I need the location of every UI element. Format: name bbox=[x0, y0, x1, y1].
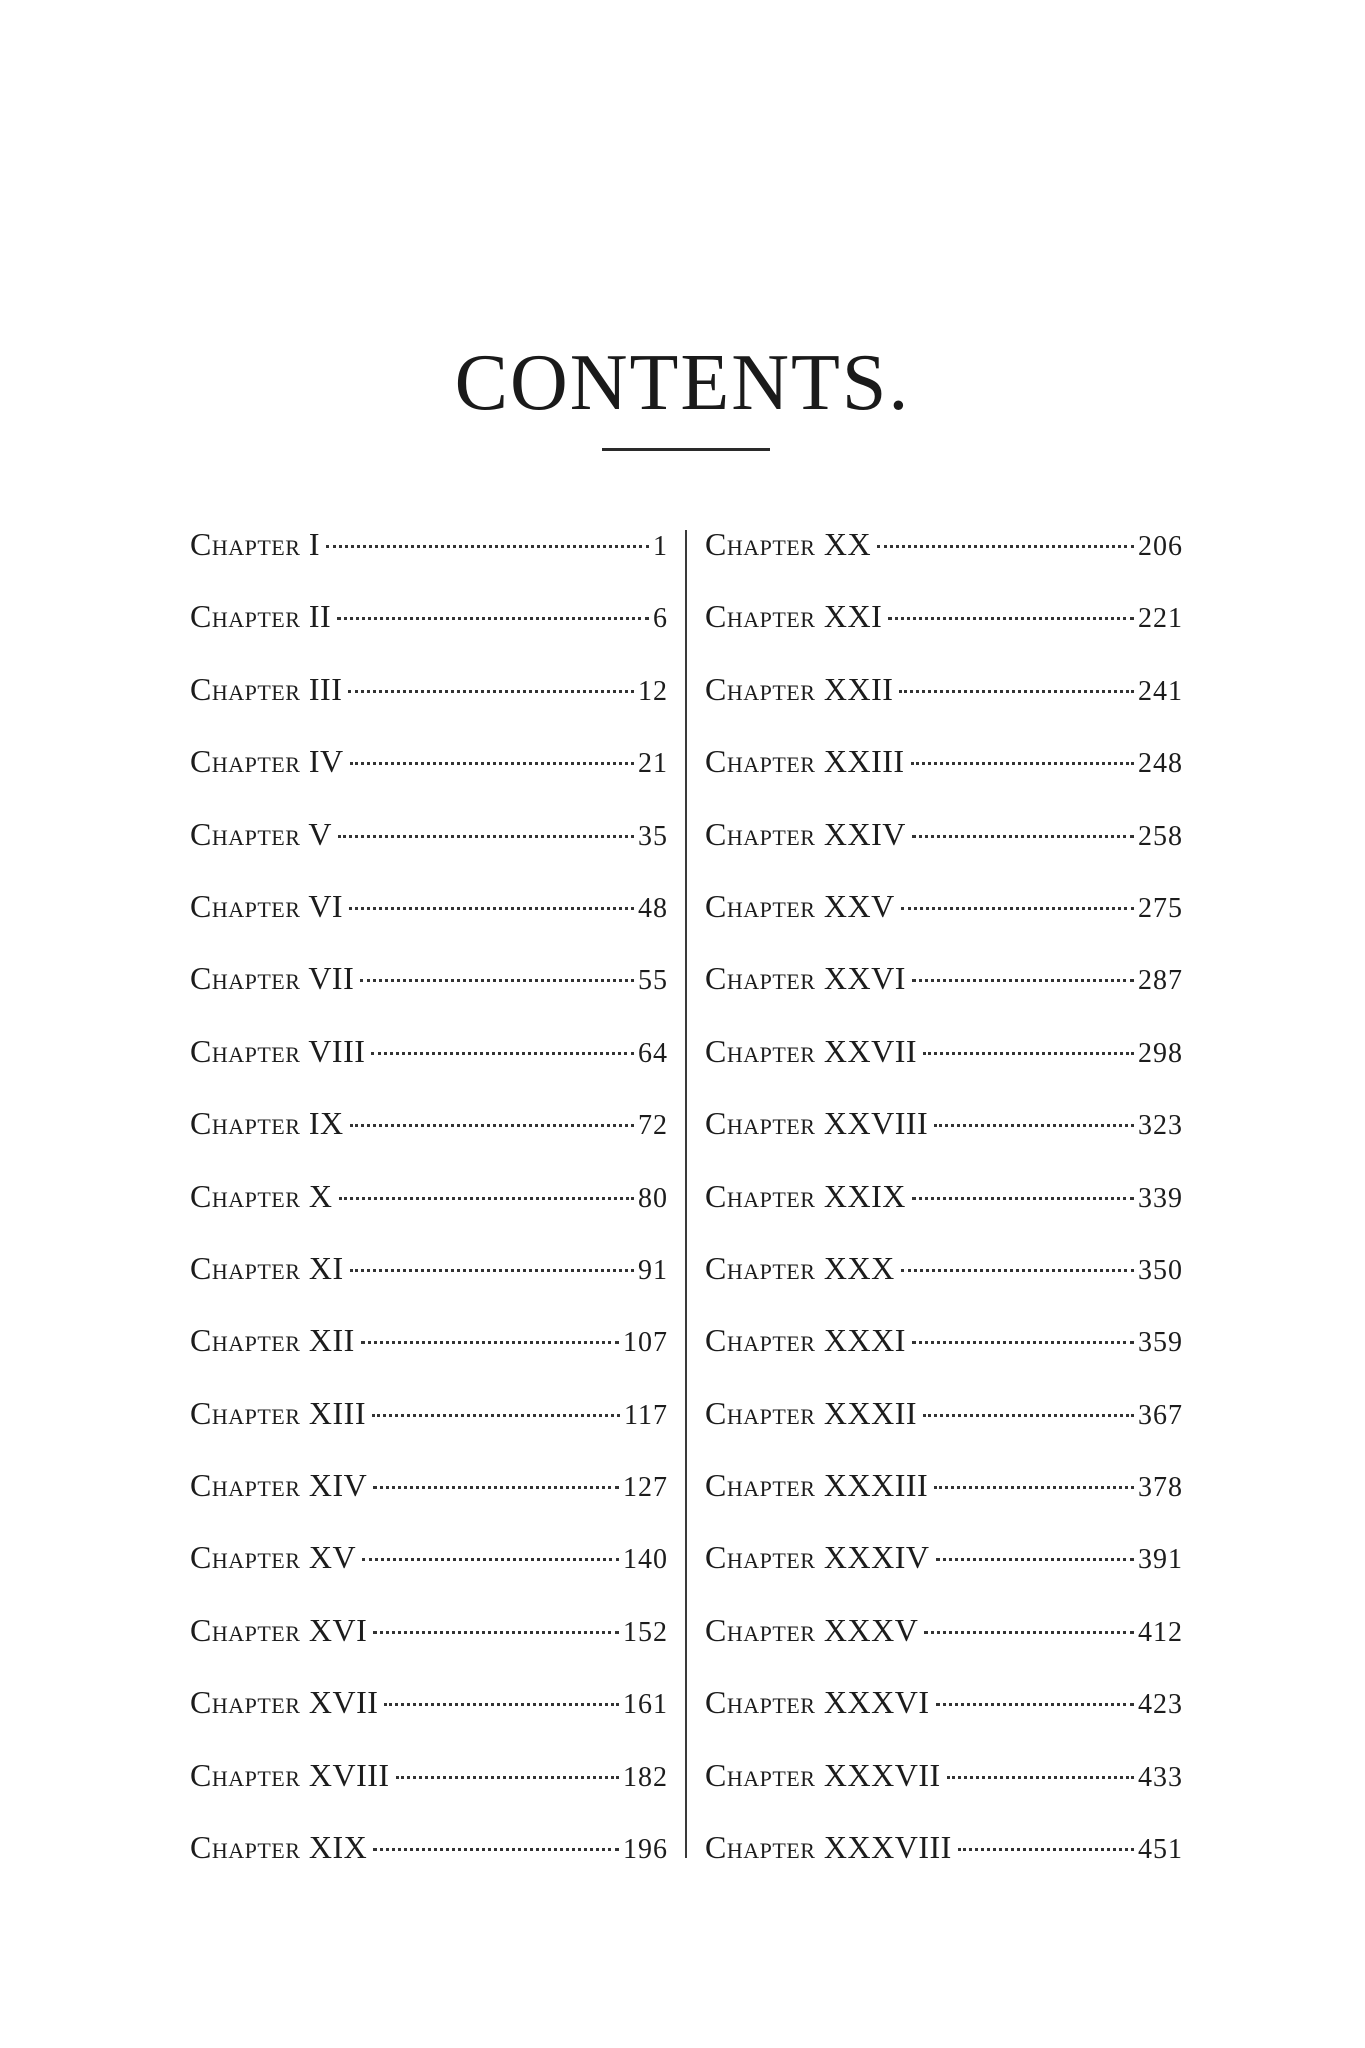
dot-leader bbox=[372, 1414, 620, 1417]
dot-leader bbox=[936, 1703, 1135, 1706]
dot-leader bbox=[888, 617, 1134, 620]
chapter-label: Chapter XXXII bbox=[705, 1394, 918, 1431]
page-number: 378 bbox=[1138, 1472, 1183, 1504]
toc-entry[interactable] bbox=[705, 590, 1183, 662]
page-number: 196 bbox=[623, 1834, 668, 1866]
page-number: 339 bbox=[1138, 1182, 1183, 1214]
chapter-label: Chapter XIX bbox=[190, 1829, 368, 1866]
dot-leader bbox=[373, 1631, 619, 1634]
dot-leader bbox=[362, 1558, 619, 1561]
chapter-label: Chapter XVI bbox=[190, 1611, 368, 1648]
chapter-label: Chapter III bbox=[190, 670, 343, 707]
chapter-label: Chapter XXIII bbox=[705, 743, 905, 780]
page-number: 451 bbox=[1138, 1834, 1183, 1866]
toc-entry[interactable] bbox=[190, 1025, 668, 1097]
dot-leader bbox=[924, 1631, 1134, 1634]
page-number: 433 bbox=[1138, 1761, 1183, 1793]
page-number: 248 bbox=[1138, 748, 1183, 780]
page-number: 127 bbox=[623, 1472, 668, 1504]
toc-entry[interactable] bbox=[705, 1459, 1183, 1531]
dot-leader bbox=[912, 1197, 1134, 1200]
chapter-label: Chapter XXXVIII bbox=[705, 1829, 952, 1866]
page-number: 275 bbox=[1138, 892, 1183, 924]
toc-entry[interactable] bbox=[705, 1170, 1183, 1242]
chapter-label: Chapter IV bbox=[190, 743, 344, 780]
dot-leader bbox=[912, 1341, 1134, 1344]
toc-entry[interactable] bbox=[190, 1531, 668, 1603]
chapter-label: Chapter XXI bbox=[705, 598, 883, 635]
dot-leader bbox=[373, 1486, 619, 1489]
dot-leader bbox=[912, 835, 1134, 838]
dot-leader bbox=[877, 545, 1134, 548]
dot-leader bbox=[338, 835, 634, 838]
dot-leader bbox=[371, 1052, 634, 1055]
page-number: 221 bbox=[1138, 603, 1183, 635]
toc-entry[interactable] bbox=[190, 518, 668, 590]
chapter-label: Chapter XI bbox=[190, 1249, 344, 1286]
page-number: 117 bbox=[624, 1399, 668, 1431]
page-number: 241 bbox=[1138, 675, 1183, 707]
dot-leader bbox=[934, 1124, 1134, 1127]
toc-entry[interactable] bbox=[705, 1821, 1183, 1893]
title-rule bbox=[602, 448, 770, 451]
chapter-label: Chapter XXVI bbox=[705, 960, 906, 997]
chapter-label: Chapter XXII bbox=[705, 670, 894, 707]
page-number: 350 bbox=[1138, 1254, 1183, 1286]
dot-leader bbox=[326, 545, 649, 548]
page-number: 80 bbox=[638, 1182, 668, 1214]
page-number: 72 bbox=[638, 1110, 668, 1142]
chapter-label: Chapter IX bbox=[190, 1105, 344, 1142]
chapter-label: Chapter II bbox=[190, 598, 332, 635]
dot-leader bbox=[936, 1558, 1135, 1561]
dot-leader bbox=[934, 1486, 1134, 1489]
page-number: 91 bbox=[638, 1254, 668, 1286]
toc-entry[interactable] bbox=[705, 663, 1183, 735]
toc-entry[interactable] bbox=[190, 1097, 668, 1169]
toc-entry[interactable] bbox=[705, 1025, 1183, 1097]
page-number: 21 bbox=[638, 748, 668, 780]
toc-entry[interactable] bbox=[705, 880, 1183, 952]
toc-entry[interactable] bbox=[190, 1821, 668, 1893]
chapter-label: Chapter XXV bbox=[705, 887, 895, 924]
page-number: 64 bbox=[638, 1037, 668, 1069]
dot-leader bbox=[384, 1703, 619, 1706]
page-number: 1 bbox=[653, 531, 668, 562]
dot-leader bbox=[899, 690, 1134, 693]
chapter-label: Chapter XXVIII bbox=[705, 1105, 929, 1142]
chapter-label: Chapter I bbox=[190, 526, 321, 562]
toc-entry[interactable] bbox=[190, 663, 668, 735]
chapter-label: Chapter XVIII bbox=[190, 1756, 390, 1793]
page-title: CONTENTS. bbox=[454, 339, 911, 427]
dot-leader bbox=[912, 979, 1134, 982]
toc-left-column bbox=[190, 518, 668, 1893]
page-number: 48 bbox=[638, 892, 668, 924]
dot-leader bbox=[349, 907, 634, 910]
chapter-label: Chapter XXIV bbox=[705, 815, 906, 852]
dot-leader bbox=[350, 1124, 634, 1127]
page-number: 412 bbox=[1138, 1616, 1183, 1648]
toc-entry[interactable] bbox=[705, 1242, 1183, 1314]
page-number: 359 bbox=[1138, 1327, 1183, 1359]
chapter-label: Chapter XXIX bbox=[705, 1177, 906, 1214]
dot-leader bbox=[958, 1848, 1134, 1851]
chapter-label: Chapter VI bbox=[190, 887, 344, 924]
chapter-label: Chapter XXX bbox=[705, 1249, 895, 1286]
page-number: 6 bbox=[653, 603, 668, 635]
dot-leader bbox=[396, 1776, 619, 1779]
dot-leader bbox=[339, 1197, 634, 1200]
page-number: 35 bbox=[638, 820, 668, 852]
dot-leader bbox=[350, 762, 634, 765]
toc-entry[interactable] bbox=[190, 880, 668, 952]
toc-entry[interactable] bbox=[705, 808, 1183, 880]
page-number: 161 bbox=[623, 1689, 668, 1721]
page-number: 152 bbox=[623, 1616, 668, 1648]
page-number: 12 bbox=[638, 675, 668, 707]
page-number: 423 bbox=[1138, 1689, 1183, 1721]
page-number: 391 bbox=[1138, 1544, 1183, 1576]
toc-entry[interactable] bbox=[190, 1170, 668, 1242]
chapter-label: Chapter XXXIV bbox=[705, 1539, 930, 1576]
chapter-label: Chapter XIII bbox=[190, 1394, 366, 1431]
page-number: 55 bbox=[638, 965, 668, 997]
toc-entry[interactable] bbox=[190, 1604, 668, 1676]
page-number: 206 bbox=[1138, 531, 1183, 562]
chapter-label: Chapter XV bbox=[190, 1539, 357, 1576]
toc-entry[interactable] bbox=[705, 518, 1183, 590]
chapter-label: Chapter XIV bbox=[190, 1467, 368, 1504]
chapter-label: Chapter XVII bbox=[190, 1684, 379, 1721]
page-number: 323 bbox=[1138, 1110, 1183, 1142]
toc-entry[interactable] bbox=[705, 1387, 1183, 1459]
toc-entry[interactable] bbox=[705, 1314, 1183, 1386]
dot-leader bbox=[901, 907, 1134, 910]
toc-entry[interactable] bbox=[190, 1459, 668, 1531]
toc-entry[interactable] bbox=[705, 1531, 1183, 1603]
toc-entry[interactable] bbox=[190, 1387, 668, 1459]
toc-entry[interactable] bbox=[190, 1749, 668, 1821]
toc-entry[interactable] bbox=[190, 735, 668, 807]
toc-entry[interactable] bbox=[705, 1676, 1183, 1748]
chapter-label: Chapter XXXVI bbox=[705, 1684, 930, 1721]
dot-leader bbox=[373, 1848, 619, 1851]
dot-leader bbox=[923, 1414, 1134, 1417]
toc-entry[interactable] bbox=[705, 952, 1183, 1024]
dot-leader bbox=[337, 617, 649, 620]
page-number: 182 bbox=[623, 1761, 668, 1793]
dot-leader bbox=[911, 762, 1134, 765]
column-divider bbox=[685, 530, 687, 1858]
toc-right-column bbox=[705, 518, 1183, 1893]
dot-leader bbox=[947, 1776, 1134, 1779]
chapter-label: Chapter VII bbox=[190, 960, 355, 997]
toc-entry[interactable] bbox=[190, 1242, 668, 1314]
chapter-label: Chapter XXXV bbox=[705, 1611, 919, 1648]
dot-leader bbox=[350, 1269, 634, 1272]
dot-leader bbox=[348, 690, 634, 693]
toc-entry[interactable] bbox=[705, 1749, 1183, 1821]
chapter-label: Chapter V bbox=[190, 815, 332, 852]
dot-leader bbox=[901, 1269, 1134, 1272]
dot-leader bbox=[923, 1052, 1134, 1055]
page-number: 367 bbox=[1138, 1399, 1183, 1431]
toc-entry[interactable] bbox=[190, 808, 668, 880]
dot-leader bbox=[360, 979, 634, 982]
dot-leader bbox=[361, 1341, 619, 1344]
toc-entry[interactable] bbox=[705, 1097, 1183, 1169]
toc-entry[interactable] bbox=[190, 1314, 668, 1386]
page-number: 258 bbox=[1138, 820, 1183, 852]
chapter-label: Chapter XX bbox=[705, 526, 872, 562]
chapter-label: Chapter XII bbox=[190, 1322, 355, 1359]
toc-entry[interactable] bbox=[190, 1676, 668, 1748]
toc-entry[interactable] bbox=[705, 1604, 1183, 1676]
chapter-label: Chapter XXXVII bbox=[705, 1756, 941, 1793]
toc-entry[interactable] bbox=[705, 735, 1183, 807]
chapter-label: Chapter X bbox=[190, 1177, 333, 1214]
toc-entry[interactable] bbox=[190, 590, 668, 662]
page-number: 107 bbox=[623, 1327, 668, 1359]
chapter-label: Chapter VIII bbox=[190, 1032, 366, 1069]
chapter-label: Chapter XXXIII bbox=[705, 1467, 929, 1504]
chapter-label: Chapter XXVII bbox=[705, 1032, 918, 1069]
page-number: 140 bbox=[623, 1544, 668, 1576]
toc-entry[interactable] bbox=[190, 952, 668, 1024]
chapter-label: Chapter XXXI bbox=[705, 1322, 906, 1359]
page-number: 298 bbox=[1138, 1037, 1183, 1069]
page-number: 287 bbox=[1138, 965, 1183, 997]
